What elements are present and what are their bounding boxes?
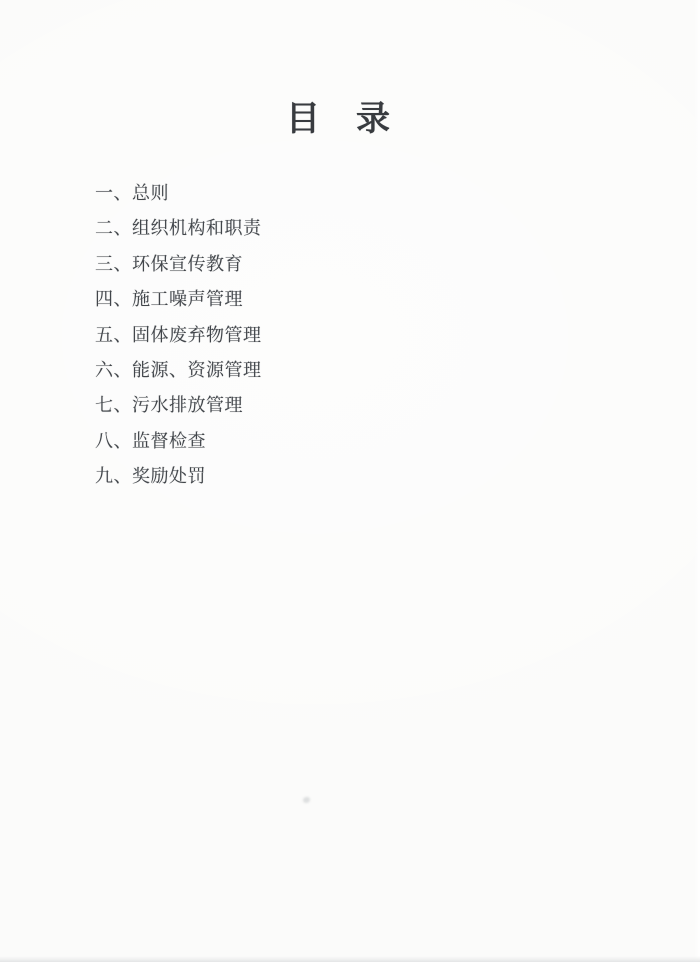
toc-item-1: 一、总则	[95, 183, 169, 203]
scan-right-edge	[694, 0, 700, 962]
toc-item-7: 七、污水排放管理	[95, 395, 243, 416]
toc-item-3: 三、环保宣传教育	[95, 253, 243, 274]
toc-item-2: 二、组织机构和职责	[95, 218, 262, 239]
table-of-contents	[95, 176, 262, 495]
page-title: 目 录	[286, 100, 391, 138]
toc-item-4: 四、施工噪声管理	[95, 289, 243, 310]
scan-speck-artifact	[303, 797, 310, 803]
scan-bottom-edge	[0, 956, 700, 962]
toc-item-9: 九、奖励处罚	[95, 466, 206, 487]
toc-item-8: 八、监督检查	[95, 430, 206, 451]
toc-item-6: 六、能源、资源管理	[95, 359, 262, 380]
toc-item-5: 五、固体废弃物管理	[95, 324, 262, 345]
